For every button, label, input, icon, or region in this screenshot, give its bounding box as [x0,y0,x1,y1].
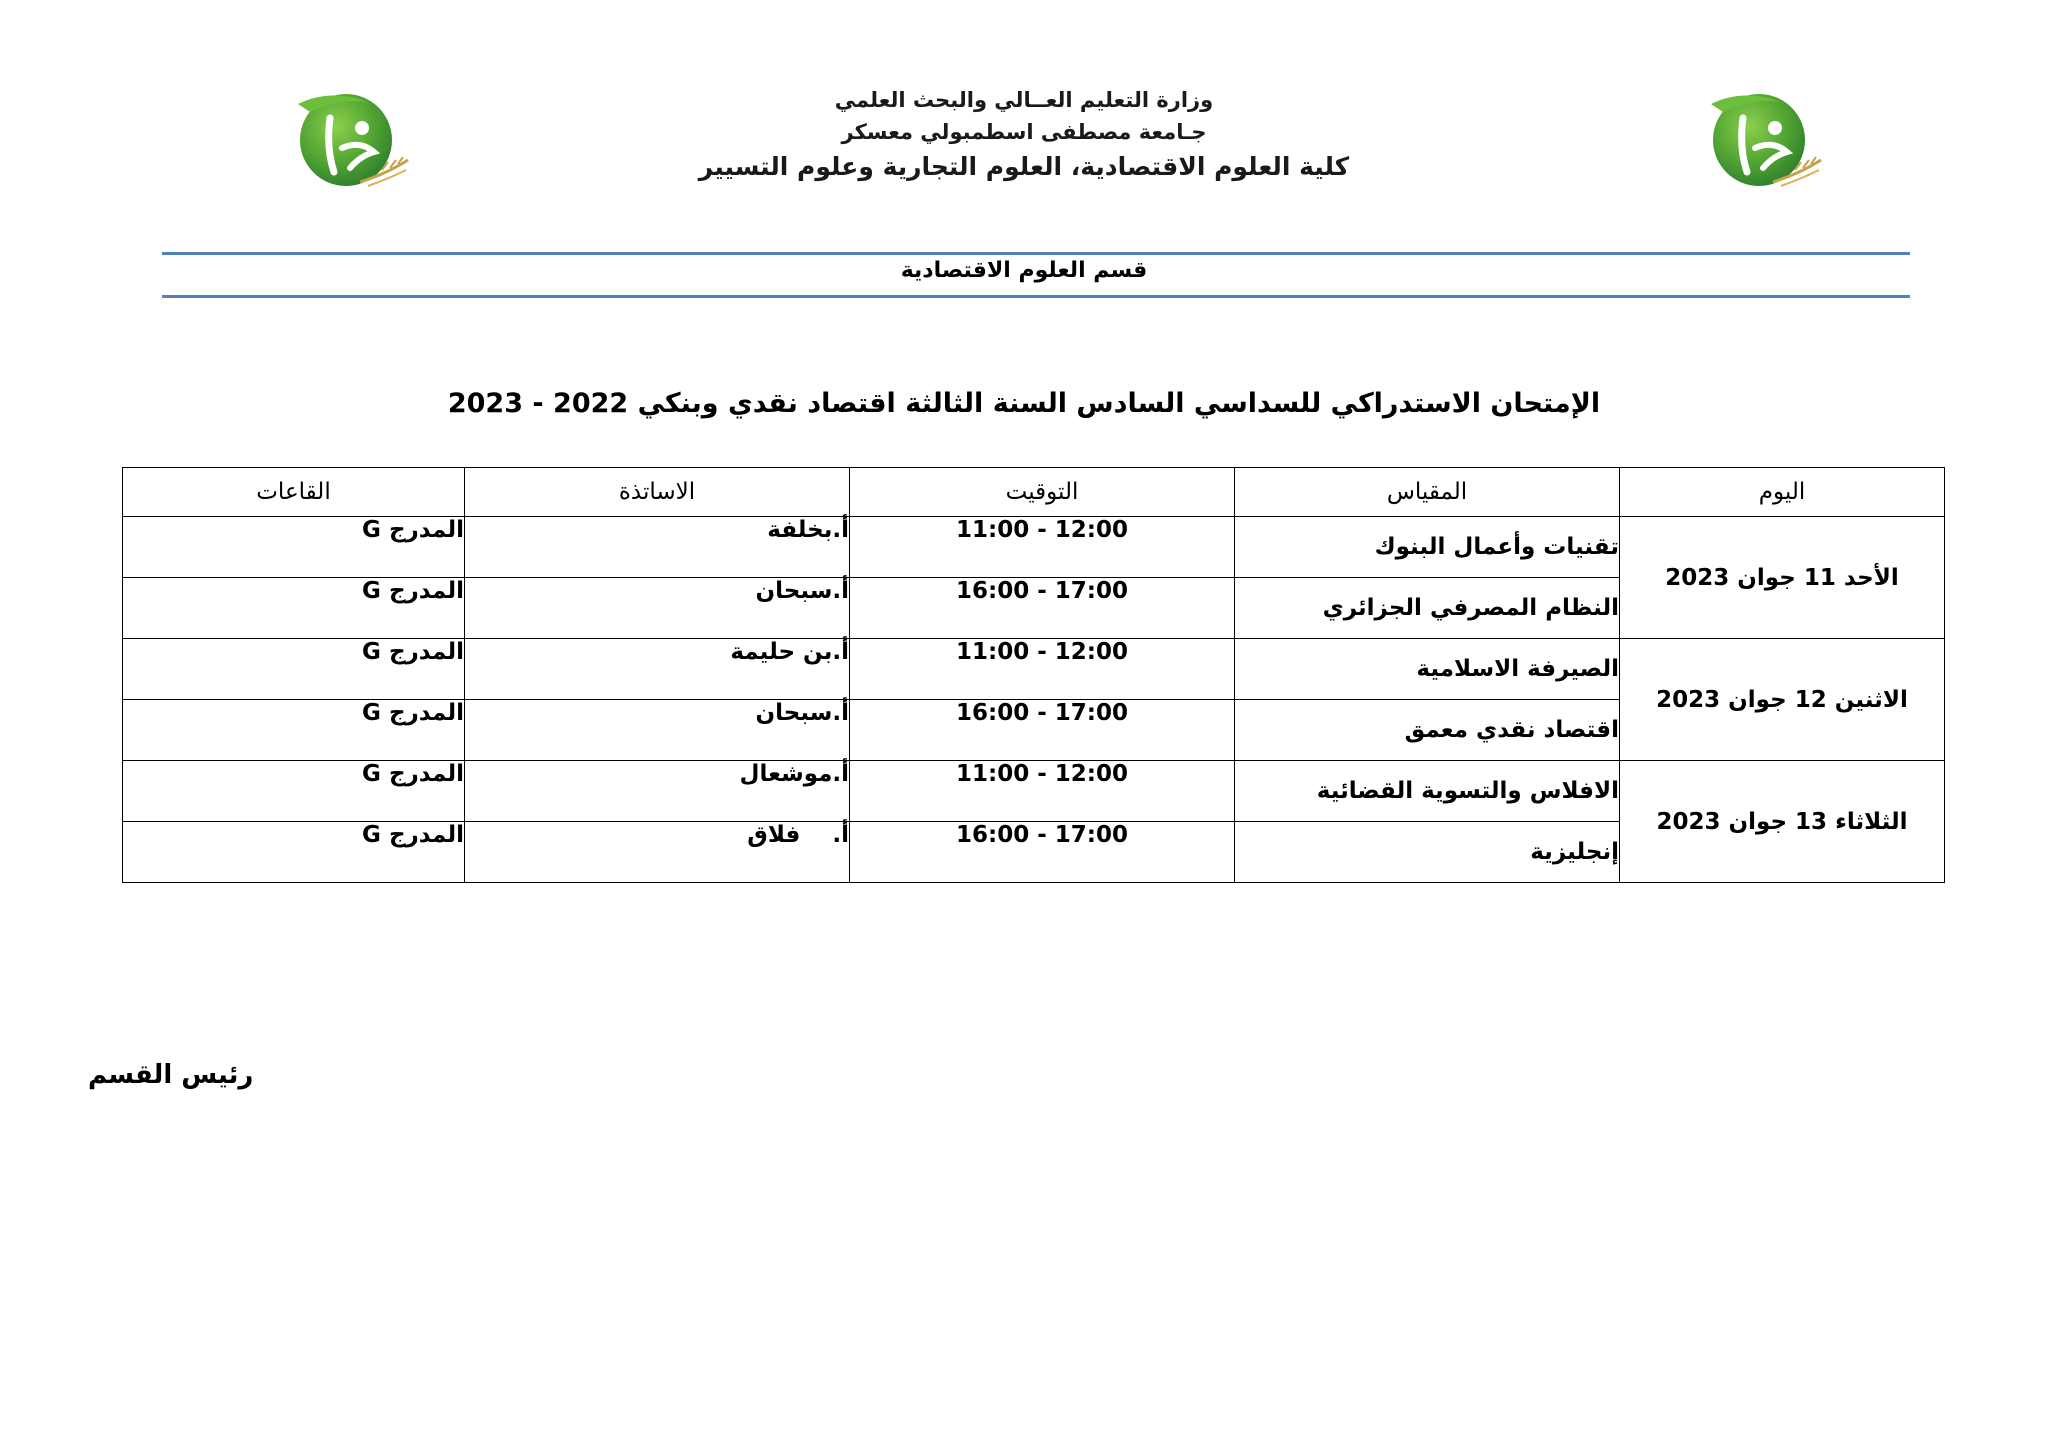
time-text: 16:00 - 17:00 [956,822,1128,848]
professor-cell: أ.بخلفة [465,517,850,578]
time-cell [850,578,1235,639]
module-cell: إنجليزية [1235,822,1620,883]
table-row [123,639,1945,700]
ministry-name: وزارة التعليم العــالي والبحث العلمي [834,88,1214,112]
department-name: قسم العلوم الاقتصادية [900,258,1148,283]
hall-cell: المدرج G [123,822,465,883]
time-cell [850,761,1235,822]
professor-cell: أ.سبحان [465,700,850,761]
hall-cell: المدرج G [123,639,465,700]
time-cell [850,639,1235,700]
table-header-row [123,468,1945,517]
professor-cell: أ.سبحان [465,578,850,639]
time-text: 11:00 - 12:00 [956,517,1128,543]
head-of-department-signature: رئيس القسم [88,1060,254,1090]
page-title: الإمتحان الاستدراكي للسداسي السادس السنة الثالثة اقتصاد نقدي وبنكي 2022 - 2023 [447,388,1601,419]
time-cell [850,517,1235,578]
professor-cell: أ.بن حليمة [465,639,850,700]
column-header-day: اليوم [1620,468,1945,517]
module-cell: النظام المصرفي الجزائري [1235,578,1620,639]
day-cell: الاثنين 12 جوان 2023 [1620,639,1945,761]
day-cell: الأحد 11 جوان 2023 [1620,517,1945,639]
professor-cell: أ. فلاق [465,822,850,883]
time-cell [850,700,1235,761]
column-header-module: المقياس [1235,468,1620,517]
faculty-name: كلية العلوم الاقتصادية، العلوم التجارية وعلوم التسيير [698,152,1350,181]
module-cell: تقنيات وأعمال البنوك [1235,517,1620,578]
time-text: 11:00 - 12:00 [956,639,1128,665]
professor-cell: أ.موشعال [465,761,850,822]
hall-cell: المدرج G [123,700,465,761]
hall-cell: المدرج G [123,578,465,639]
module-cell: الصيرفة الاسلامية [1235,639,1620,700]
hall-cell: المدرج G [123,761,465,822]
hall-cell: المدرج G [123,517,465,578]
university-name: جـامعة مصطفى اسطمبولي معسكر [841,120,1207,144]
column-header-halls: القاعات [123,468,465,517]
time-text: 11:00 - 12:00 [956,761,1128,787]
time-text: 16:00 - 17:00 [956,700,1128,726]
exam-schedule-table [122,467,1945,883]
table-row [123,761,1945,822]
column-header-professors: الاساتذة [465,468,850,517]
column-header-time: التوقيت [850,468,1235,517]
time-cell [850,822,1235,883]
module-cell: اقتصاد نقدي معمق [1235,700,1620,761]
day-cell: الثلاثاء 13 جوان 2023 [1620,761,1945,883]
table-row [123,517,1945,578]
module-cell: الافلاس والتسوية القضائية [1235,761,1620,822]
time-text: 16:00 - 17:00 [956,578,1128,604]
